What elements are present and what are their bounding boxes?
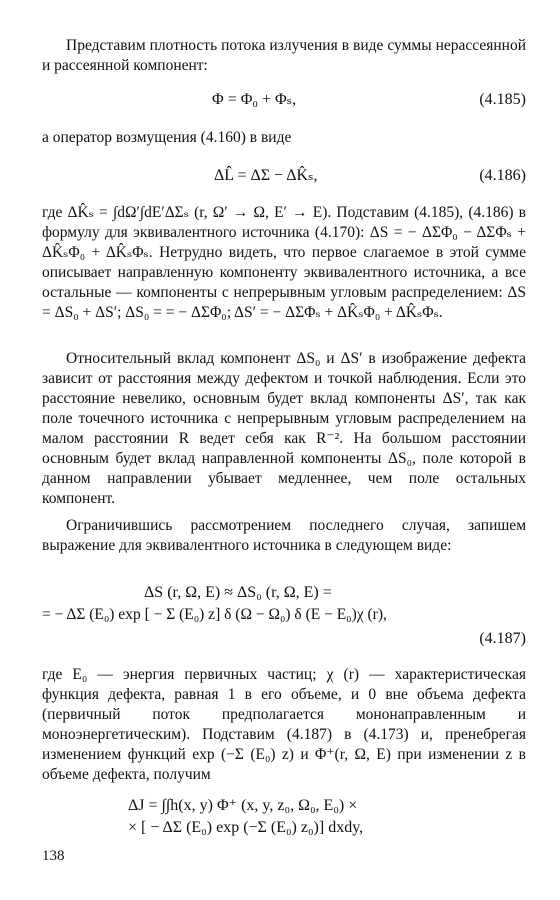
equation-number-4-187: (4.187) — [479, 630, 526, 647]
equation-4-187-line-1: ΔS (r, Ω, E) ≈ ΔS₀ (r, Ω, E) = — [144, 584, 332, 601]
equation-4-186: ΔL̂ = ΔΣ − ΔK̂ₛ, — [214, 167, 318, 184]
paragraph-perturbation-operator: а оператор возмущения (4.160) в виде — [42, 129, 292, 146]
equation-delta-j-line-2: × [ − ΔΣ (E₀) exp (−Σ (E₀) z₀)] dxdy, — [128, 819, 364, 836]
paragraph-relative-contribution: Относительный вклад компонент ΔS₀ и ΔS′ в изображение дефекта зависит от расстояния между дефектом и точкой наблюдения. Если это расстояние невелико, основным будет вклад компоненты ΔS′, так как поле точечного источника с непрерывным угловым распределением на малом расстоянии R ведет себя как R⁻². На большом расстоянии основным будет вклад направленной компоненты ΔS₀, поле которой в данном направлении убывает медленнее, чем поле остальных компонент. — [42, 350, 526, 507]
equation-number-4-185: (4.185) — [479, 91, 526, 108]
equation-number-4-186: (4.186) — [479, 167, 526, 184]
paragraph-equivalent-source: где ΔK̂ₛ = ∫dΩ′∫dE′ΔΣₛ (r, Ω′ → Ω, E′ → E). Подставим (4.185), (4.186) в формулу для эквивалентного источника (4.170): ΔS = − ΔΣΦ₀ − ΔΣΦₛ + ΔK̂ₛΦ₀ + ΔK̂ₛΦₛ. Нетрудно видеть, что первое слагаемое в этой сумме описывает направленную компоненту эквивалентного источника, а все остальные — компоненты с непрерывным угловым распределением: ΔS = ΔS₀ + ΔS′; ΔS₀ = = − ΔΣΦ₀; ΔS′ = − ΔΣΦₛ + ΔK̂ₛΦ₀ + ΔK̂ₛΦₛ. — [42, 204, 526, 321]
equation-delta-j-line-1: ΔJ = ∫∫h(x, y) Φ⁺ (x, y, z₀, Ω₀, E₀) × — [128, 797, 358, 814]
paragraph-defect-function: где E₀ — энергия первичных частиц; χ (r) — характеристическая функция дефекта, равная 1 в его объеме, и 0 вне объема дефекта (первичный поток предполагается мононаправленным и моноэнергетическим). Подставим (4.187) в (4.173) и, пренебрегая изменением функций exp (−Σ (E₀) z) и Φ⁺(r, Ω, E) при изменении z в объеме дефекта, получим — [42, 666, 526, 783]
equation-4-185: Φ = Φ₀ + Φₛ, — [212, 91, 297, 108]
equation-4-187-line-2: = − ΔΣ (E₀) exp [ − Σ (E₀) z] δ (Ω − Ω₀) δ (E − E₀)χ (r), — [42, 606, 387, 623]
paragraph-last-case: Ограничившись рассмотрением последнего случая, запишем выражение для эквивалентного источника в следующем виде: — [42, 517, 526, 554]
page-number: 138 — [42, 848, 65, 864]
paragraph-flux-decomposition: Представим плотность потока излучения в виде суммы нерассеянной и рассеянной компонент: — [42, 37, 526, 74]
